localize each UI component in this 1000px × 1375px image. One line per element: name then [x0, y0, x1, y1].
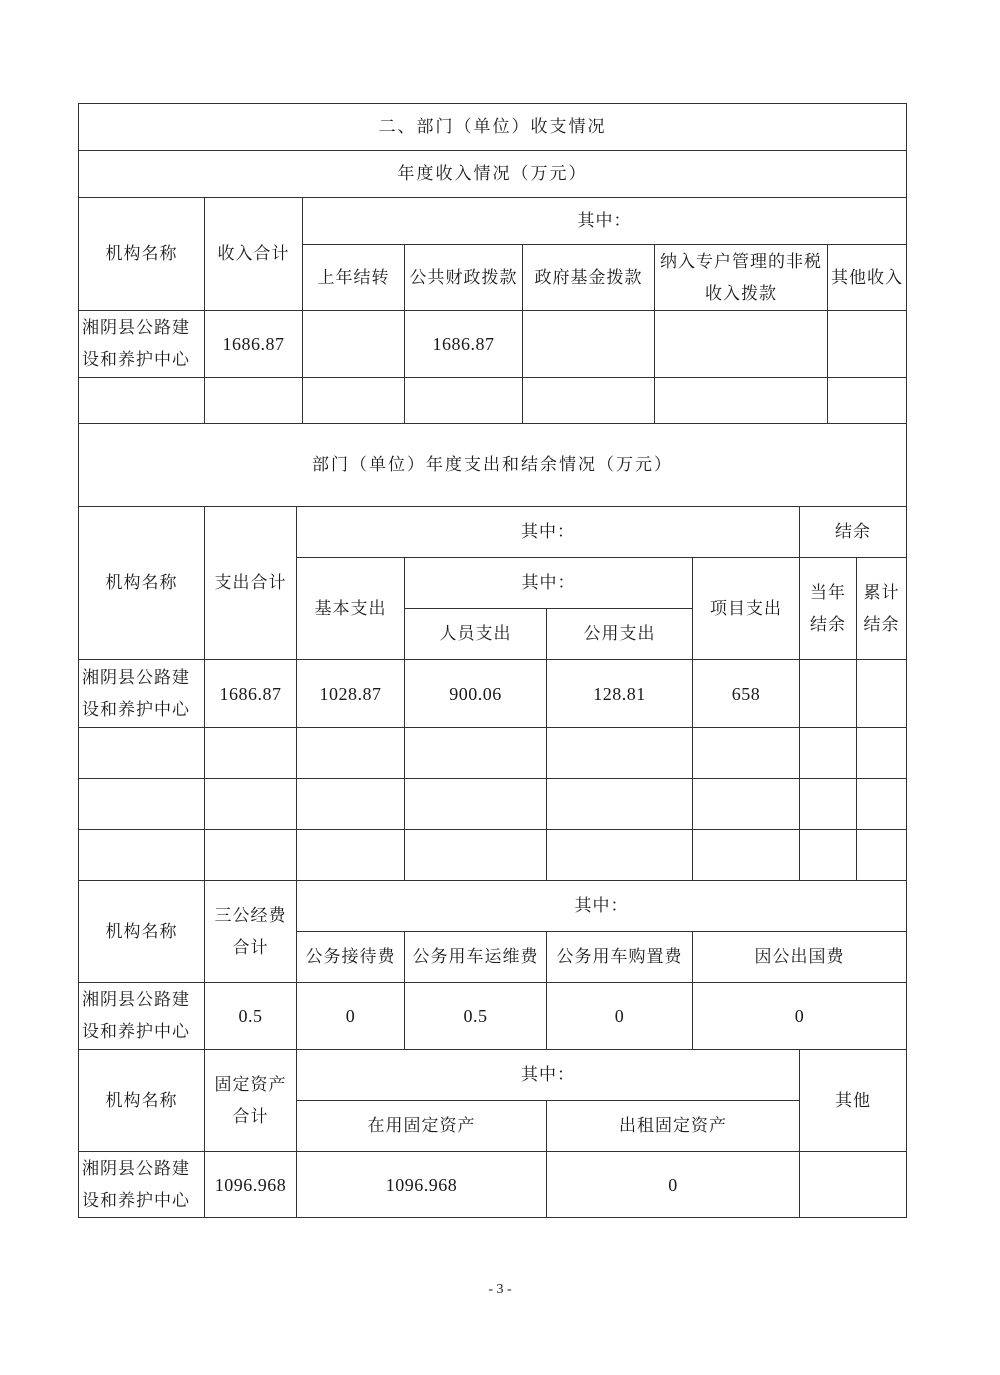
assets-row	[79, 1152, 907, 1218]
three-public-vehicle-purchase: 0	[547, 983, 693, 1050]
three-public-overseas: 0	[693, 983, 907, 1050]
expense-cumulative	[857, 660, 907, 728]
expense-header-personnel: 人员支出	[405, 609, 547, 660]
income-table	[78, 103, 907, 424]
three-public-total: 0.5	[205, 983, 297, 1050]
three-public-org: 湘阴县公路建设和养护中心	[79, 983, 205, 1050]
section-title: 二、部门（单位）收支情况	[79, 104, 907, 151]
three-public-header-overseas: 因公出国费	[693, 932, 907, 983]
income-total: 1686.87	[205, 311, 303, 378]
three-public-vehicle-operation: 0.5	[405, 983, 547, 1050]
assets-header-other: 其他	[800, 1050, 907, 1152]
expense-org: 湘阴县公路建设和养护中心	[79, 660, 205, 728]
expense-empty-row	[79, 830, 907, 881]
expense-row	[79, 660, 907, 728]
assets-rented: 0	[547, 1152, 800, 1218]
income-header-other: 其他收入	[828, 245, 907, 311]
income-public-fiscal: 1686.87	[405, 311, 523, 378]
assets-header-rented: 出租固定资产	[547, 1101, 800, 1152]
assets-header-of-which: 其中：	[297, 1050, 800, 1101]
assets-header-in-use: 在用固定资产	[297, 1101, 547, 1152]
assets-header-total: 固定资产合计	[205, 1050, 297, 1152]
expense-title: 部门（单位）年度支出和结余情况（万元）	[79, 424, 907, 507]
expense-header-of-which2: 其中：	[405, 558, 693, 609]
three-public-header-org: 机构名称	[79, 881, 205, 983]
expense-header-basic: 基本支出	[297, 558, 405, 660]
expense-header-org: 机构名称	[79, 507, 205, 660]
three-public-header-vehicle-operation: 公务用车运维费	[405, 932, 547, 983]
three-public-header-reception: 公务接待费	[297, 932, 405, 983]
three-public-reception: 0	[297, 983, 405, 1050]
income-header-special-nontax: 纳入专户管理的非税收入拨款	[655, 245, 828, 311]
expense-basic: 1028.87	[297, 660, 405, 728]
income-special-nontax	[655, 311, 828, 378]
expense-current-year	[800, 660, 857, 728]
income-header-org: 机构名称	[79, 198, 205, 311]
expense-empty-row	[79, 779, 907, 830]
assets-org: 湘阴县公路建设和养护中心	[79, 1152, 205, 1218]
income-row	[79, 311, 907, 378]
income-other	[828, 311, 907, 378]
expense-public-use: 128.81	[547, 660, 693, 728]
income-carryover	[303, 311, 405, 378]
income-header-of-which: 其中：	[303, 198, 907, 245]
expense-header-surplus: 结余	[800, 507, 907, 558]
income-header-gov-fund: 政府基金拨款	[523, 245, 655, 311]
expense-personnel: 900.06	[405, 660, 547, 728]
three-public-header-of-which: 其中：	[297, 881, 907, 932]
income-empty-row	[79, 378, 907, 424]
income-header-public-fiscal: 公共财政拨款	[405, 245, 523, 311]
expense-header-cumulative: 累计结余	[857, 558, 907, 660]
expense-total: 1686.87	[205, 660, 297, 728]
income-header-carryover: 上年结转	[303, 245, 405, 311]
assets-total: 1096.968	[205, 1152, 297, 1218]
income-header-total: 收入合计	[205, 198, 303, 311]
expense-empty-row	[79, 728, 907, 779]
expense-project: 658	[693, 660, 800, 728]
three-public-header-vehicle-purchase: 公务用车购置费	[547, 932, 693, 983]
page-number: - 3 -	[488, 1282, 512, 1297]
expense-header-project: 项目支出	[693, 558, 800, 660]
income-title: 年度收入情况（万元）	[79, 151, 907, 198]
income-gov-fund	[523, 311, 655, 378]
expense-header-current-year: 当年结余	[800, 558, 857, 660]
assets-header-org: 机构名称	[79, 1050, 205, 1152]
three-public-header-total: 三公经费合计	[205, 881, 297, 983]
assets-in-use: 1096.968	[297, 1152, 547, 1218]
expense-header-public-use: 公用支出	[547, 609, 693, 660]
expense-header-total: 支出合计	[205, 507, 297, 660]
three-public-row	[79, 983, 907, 1050]
expense-header-of-which: 其中：	[297, 507, 800, 558]
expense-table	[78, 423, 907, 1218]
assets-other	[800, 1152, 907, 1218]
financial-report-sheet	[78, 103, 906, 1218]
income-org: 湘阴县公路建设和养护中心	[79, 311, 205, 378]
